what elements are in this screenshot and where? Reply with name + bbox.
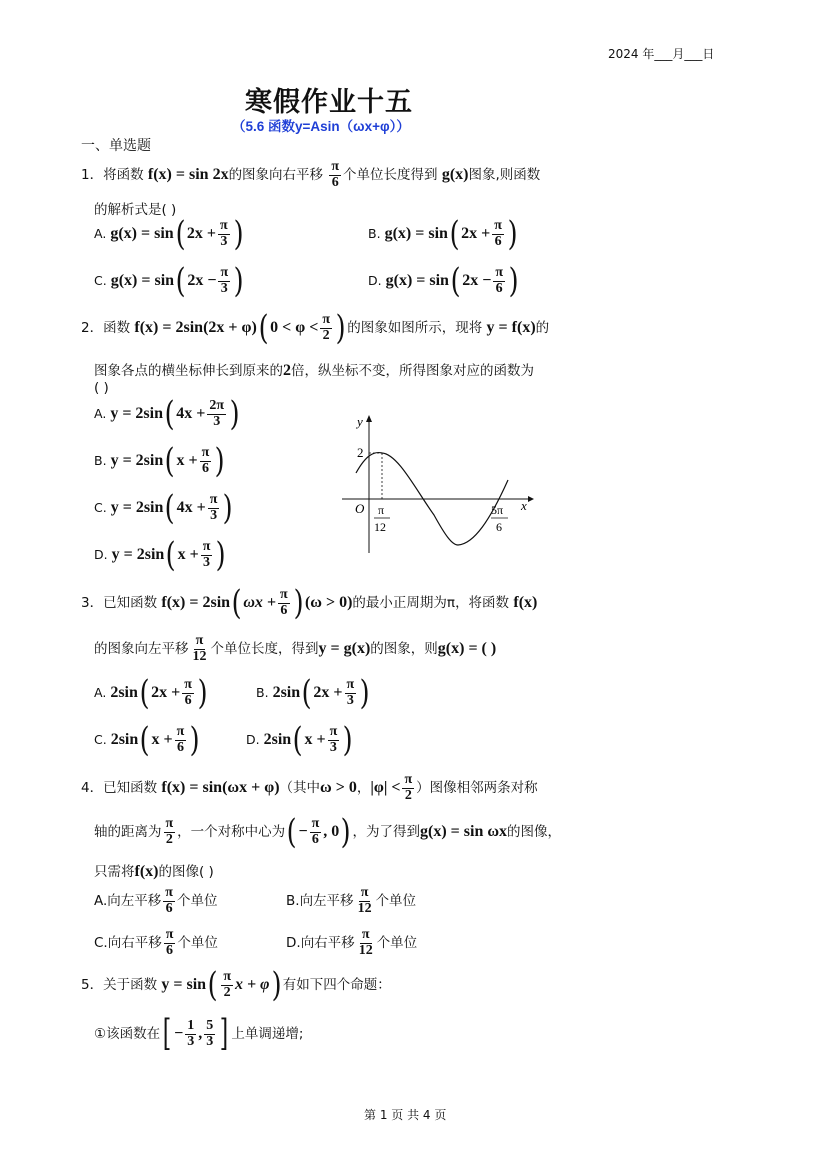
q1-option-b[interactable]: B. g(x) = sin( 2x + $\frac{\pi}{6}$ ) bbox=[368, 214, 518, 254]
x-axis-arrow-icon bbox=[528, 496, 534, 502]
page-subtitle: （5.6 函数y=Asin（ωx+φ）） bbox=[232, 119, 410, 134]
max-value-label: 2 bbox=[357, 445, 364, 460]
question-2-line-3: ( ) bbox=[94, 380, 109, 396]
q1-option-c[interactable]: C. g(x) = sin( 2x − $\frac{\pi}{3}$ ) bbox=[94, 261, 244, 301]
question-5-statement-1: ①该函数在[ − $\frac{1}{3}$ , $\frac{5}{3}$ ] 上单调递增; bbox=[94, 1013, 304, 1054]
section-heading: 一、单选题 bbox=[81, 138, 151, 154]
question-2-line-1: 2．函数 f(x) = 2sin(2x + φ)( 0 < φ < $\frac{\pi}{2}$ ) 的图象如图所示，现将 y = f(x)的 bbox=[81, 308, 550, 348]
q2-option-d[interactable]: D. y = 2sin( x + $\frac{\pi}{3}$ ) bbox=[94, 535, 226, 575]
tick-5pi-6-den: 6 bbox=[496, 520, 502, 534]
q4-option-a[interactable]: A.向左平移 $\frac{\pi}{6}$ 个单位 bbox=[94, 885, 218, 916]
q3-option-a[interactable]: A. 2sin( 2x + $\frac{\pi}{6}$ ) bbox=[94, 673, 208, 713]
q4-option-c[interactable]: C.向右平移 $\frac{\pi}{6}$ 个单位 bbox=[94, 927, 218, 958]
q3-option-d[interactable]: D. 2sin( x + $\frac{\pi}{3}$ ) bbox=[246, 720, 353, 760]
q2-option-c[interactable]: C. y = 2sin( 4x + $\frac{\pi}{3}$ ) bbox=[94, 488, 234, 528]
q2-option-b[interactable]: B. y = 2sin( x + $\frac{\pi}{6}$ ) bbox=[94, 441, 225, 481]
q1-option-a[interactable]: A. g(x) = sin( 2x + $\frac{\pi}{3}$ ) bbox=[94, 214, 244, 254]
y-axis-arrow-icon bbox=[366, 415, 372, 422]
date-line: 2024 年___月___日 bbox=[608, 47, 715, 61]
question-4-line-1: 4．已知函数 f(x) = sin(ωx + φ)（其中ω > 0，|φ| < $\frac{\pi}{2}$ ）图像相邻两条对称 bbox=[81, 772, 538, 803]
q3-option-c[interactable]: C. 2sin( x + $\frac{\pi}{6}$ ) bbox=[94, 720, 200, 760]
tick-pi-12-den: 12 bbox=[374, 520, 386, 534]
question-4-line-3: 只需将f(x)的图像( ) bbox=[94, 863, 214, 880]
question-3-line-1: 3．已知函数 f(x) = 2sin( ωx + $\frac{\pi}{6}$ ) (ω > 0)的最小正周期为π，将函数 f(x) bbox=[81, 583, 538, 623]
x-axis-label: x bbox=[521, 498, 527, 513]
question-1-line-2: 的解析式是( ) bbox=[94, 202, 177, 218]
q1-option-d[interactable]: D. g(x) = sin( 2x − $\frac{\pi}{6}$ ) bbox=[368, 261, 519, 301]
q4-option-b[interactable]: B.向左平移 $\frac{\pi}{12}$ 个单位 bbox=[286, 885, 417, 916]
question-3-line-2: 的图象向左平移 $\frac{\pi}{12}$ 个单位长度，得到y = g(x)的图象，则g(x) = ( ) bbox=[94, 633, 497, 664]
tick-pi-12-num: π bbox=[378, 503, 385, 517]
q4-option-d[interactable]: D.向右平移 $\frac{\pi}{12}$ 个单位 bbox=[286, 927, 418, 958]
y-axis-label: y bbox=[357, 414, 363, 429]
question-5-line-1: 5．关于函数 y = sin( $\frac{\pi}{2}$ x + φ) 有如下四个命题： bbox=[81, 965, 391, 1005]
question-2-line-2: 图象各点的横坐标伸长到原来的2倍，纵坐标不变，所得图象对应的函数为 bbox=[94, 362, 534, 379]
tick-5pi-6-num: 5π bbox=[491, 503, 504, 517]
origin-label: O bbox=[355, 501, 365, 516]
q3-option-b[interactable]: B. 2sin( 2x + $\frac{\pi}{3}$ ) bbox=[256, 673, 370, 713]
q2-option-a[interactable]: A. y = 2sin( 4x + $\frac{2\pi}{3}$ ) bbox=[94, 394, 240, 434]
question-1-line-1: 1．将函数 f(x) = sin 2x的图象向右平移 $\frac{\pi}{6}$ 个单位长度得到 g(x)图象,则函数 bbox=[81, 159, 541, 190]
page-footer: 第 1 页 共 4 页 bbox=[364, 1108, 447, 1122]
page-title: 寒假作业十五 bbox=[245, 87, 413, 118]
question-4-line-2: 轴的距离为 $\frac{\pi}{2}$ ，一个对称中心为( − $\frac{\pi}{6}$ , 0) ，为了得到g(x) = sin ωx的图像， bbox=[94, 812, 562, 852]
sine-graph bbox=[330, 410, 540, 560]
